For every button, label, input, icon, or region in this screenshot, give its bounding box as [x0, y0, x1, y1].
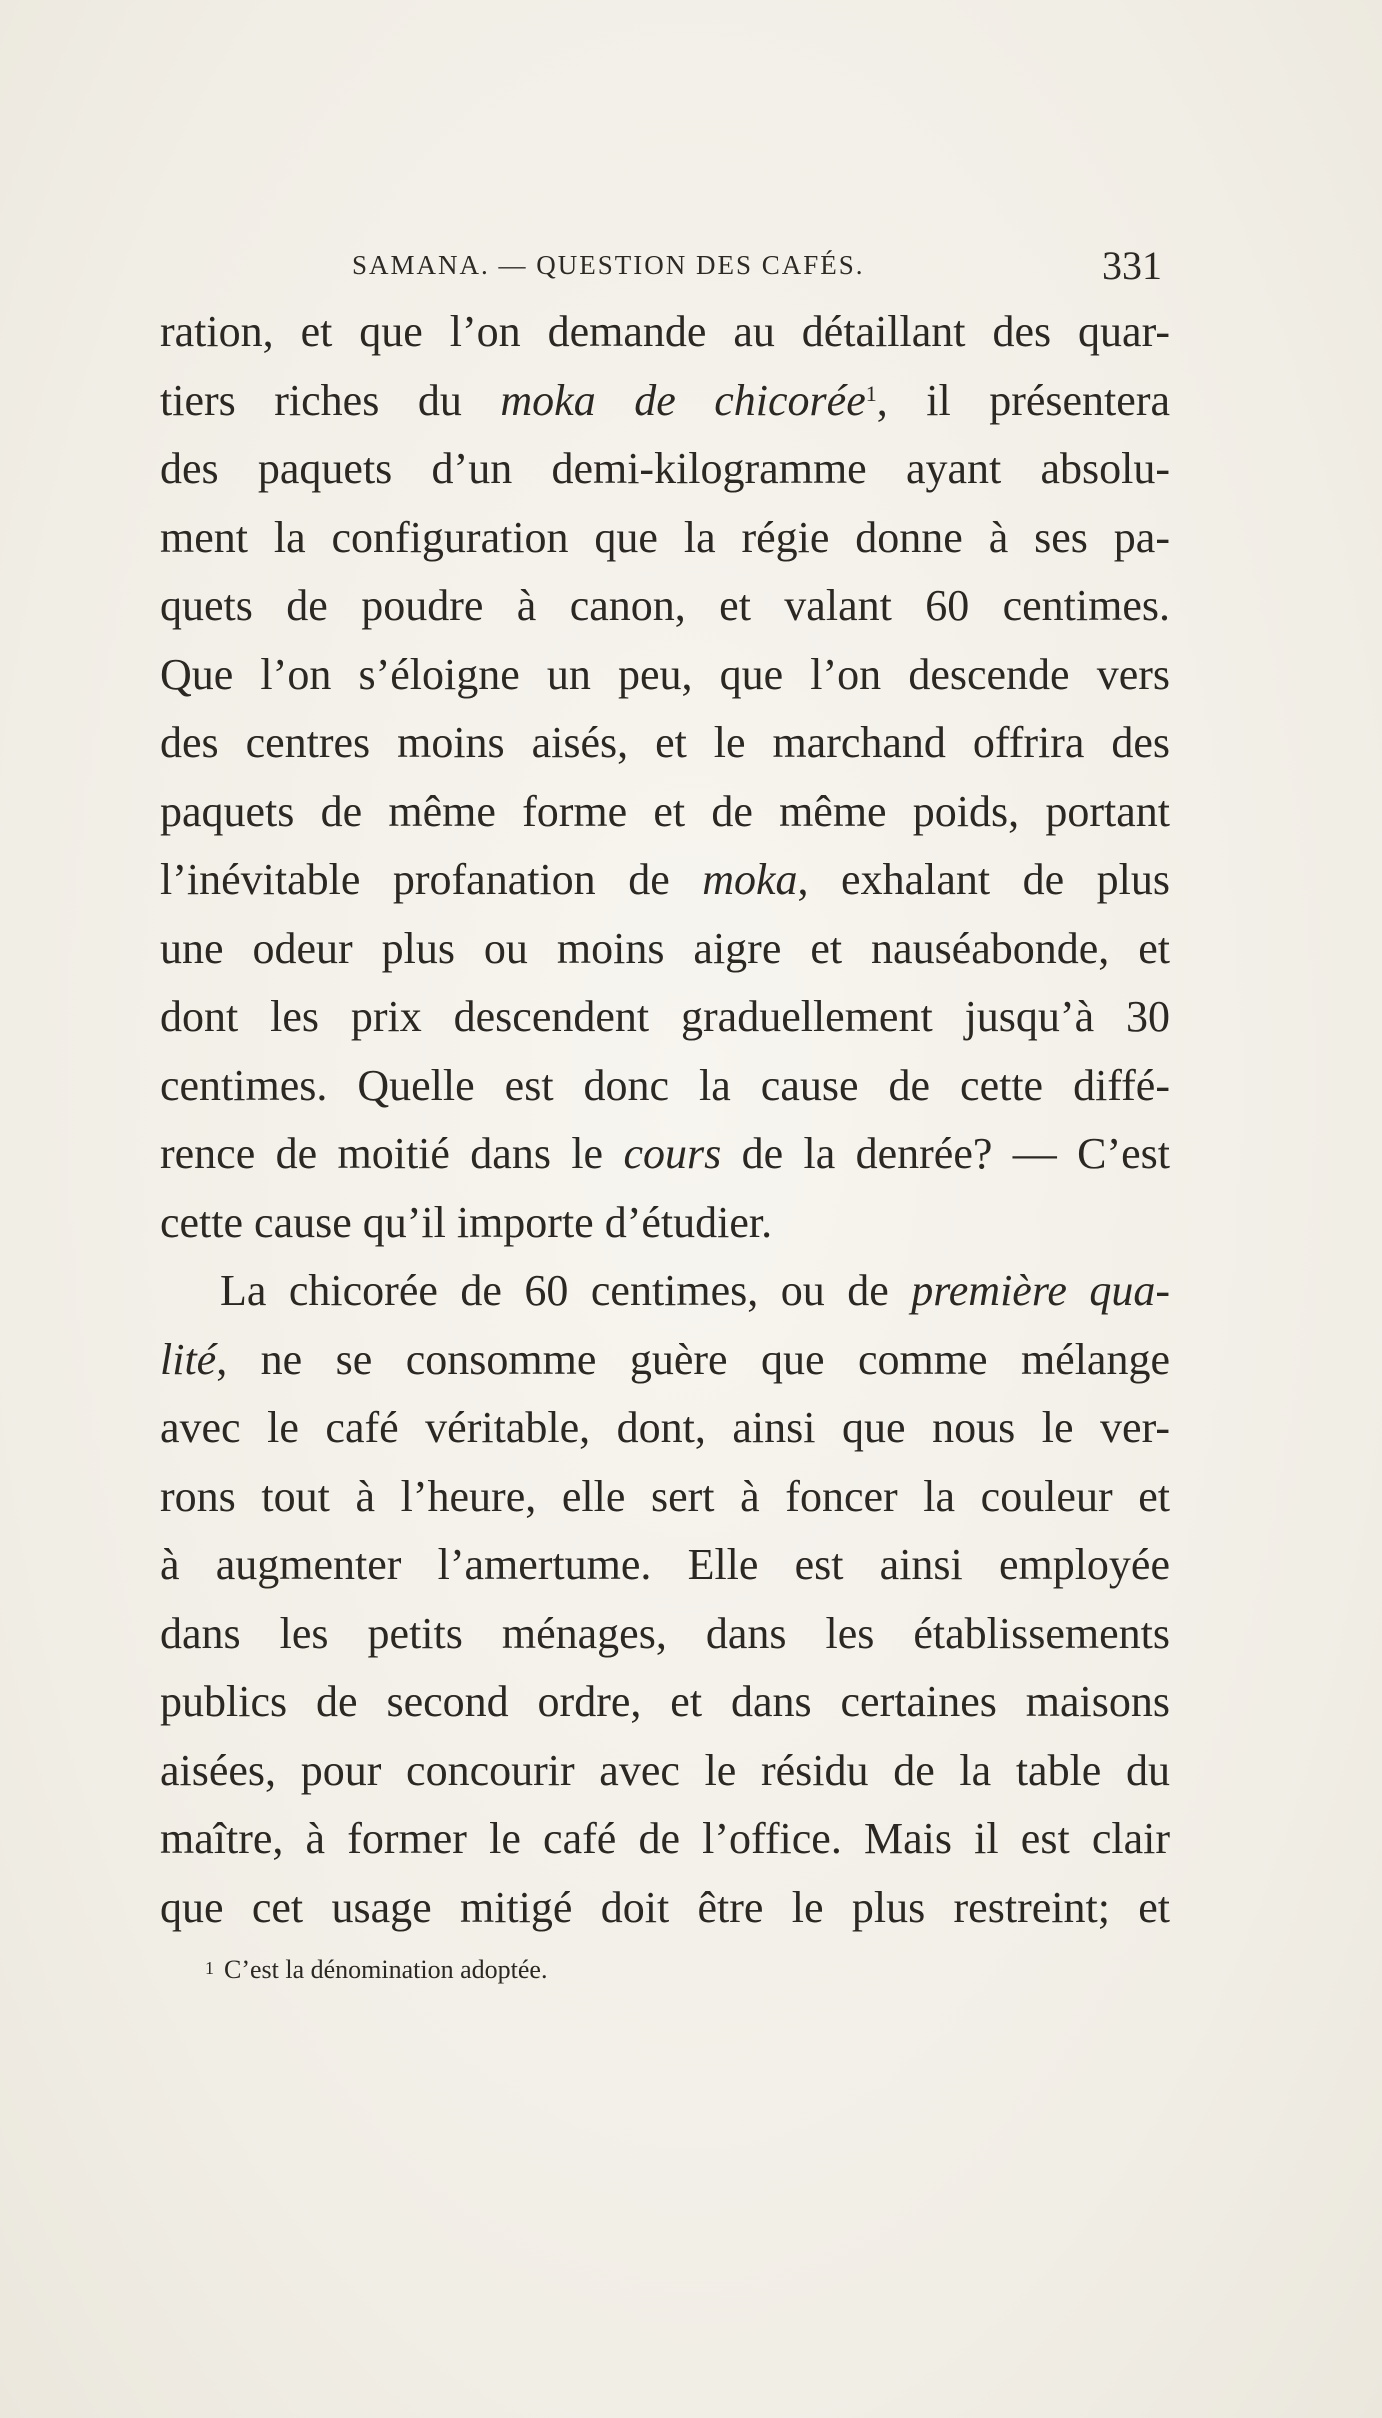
text-line: l’inévitable profanation de moka, exhalant de plus — [160, 855, 1170, 904]
text-line: rons tout à l’heure, elle sert à foncer la couleur et — [160, 1471, 1170, 1521]
page-number: 331 — [1102, 243, 1162, 288]
italic-phrase: lité — [160, 1334, 217, 1384]
text-line: quets de poudre à canon, et valant 60 centimes. — [160, 581, 1170, 630]
footnote-text: C’est la dénomination adoptée. — [224, 1955, 548, 1984]
text-line: des centres moins aisés, et le marchand offrira des — [160, 718, 1170, 767]
text-line: cette cause qu’il importe d’étudier. — [160, 1197, 773, 1247]
text-line: que cet usage mitigé doit être le plus restreint; et — [160, 1882, 1170, 1932]
italic-phrase: cours — [623, 1129, 722, 1178]
footnote-marker: 1 — [205, 1958, 214, 1978]
text-line: tiers riches du moka de chicorée$^1$, il présentera — [160, 375, 1170, 425]
text-line: des paquets d’un demi-kilogramme ayant absolu- — [160, 444, 1170, 493]
italic-phrase: première qua- — [911, 1266, 1170, 1315]
text-line: La chicorée de 60 centimes, ou de première qua- — [220, 1266, 1170, 1315]
text-line: à augmenter l’amertume. Elle est ainsi employée — [160, 1540, 1170, 1589]
text-line: lité, ne se consomme guère que comme mélange — [160, 1334, 1170, 1384]
text-line: ration, et que l’on demande au détaillant des quar- — [160, 307, 1170, 356]
text-line: rence de moitié dans le cours de la denrée? — C’est — [160, 1129, 1170, 1178]
running-title: SAMANA. — QUESTION DES CAFÉS. — [352, 250, 865, 280]
text-line: dans les petits ménages, dans les établissements — [160, 1608, 1170, 1658]
text-line: dont les prix descendent graduellement jusqu’à 30 — [160, 992, 1170, 1041]
italic-phrase: moka de chicorée — [500, 375, 866, 425]
text-line: ment la configuration que la régie donne à ses pa- — [160, 512, 1170, 562]
text-line: maître, à former le café de l’office. Mais il est clair — [160, 1814, 1170, 1863]
text-line: centimes. Quelle est donc la cause de cette diffé- — [160, 1060, 1170, 1110]
footnote — [205, 1955, 547, 1985]
text-line: aisées, pour concourir avec le résidu de la table du — [160, 1745, 1170, 1795]
body-text — [160, 298, 1170, 1942]
italic-phrase: moka — [702, 855, 798, 904]
text-line: une odeur plus ou moins aigre et nauséabonde, et — [160, 923, 1170, 973]
text-line: Que l’on s’éloigne un peu, que l’on descende vers — [160, 649, 1170, 699]
text-line: paquets de même forme et de même poids, portant — [160, 786, 1170, 836]
running-head — [352, 242, 1162, 292]
text-line: publics de second ordre, et dans certaines maisons — [160, 1677, 1170, 1726]
footnote-ref: 1 — [865, 380, 877, 406]
text-line: avec le café véritable, dont, ainsi que nous le ver- — [160, 1403, 1170, 1452]
